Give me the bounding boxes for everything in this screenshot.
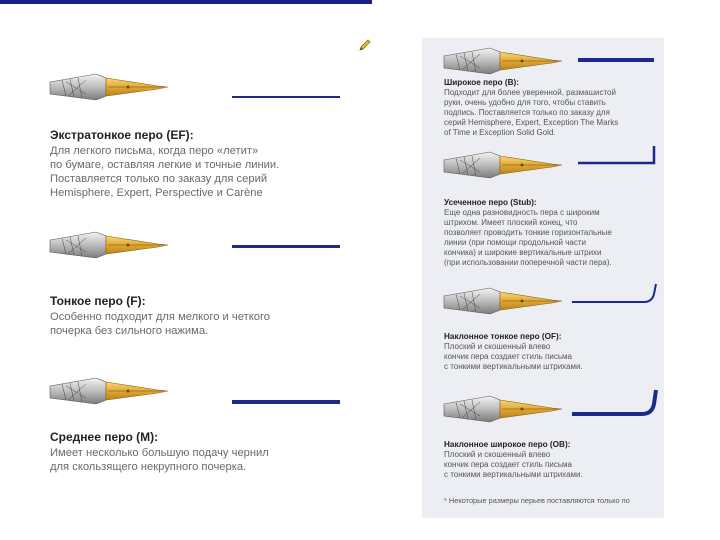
pen-nib-m-image	[48, 374, 172, 410]
nib-description-of	[444, 342, 676, 372]
stroke-sample-f	[232, 245, 340, 248]
nib-description-ef	[50, 144, 340, 200]
footnote: * Некоторые размеры перьев поставляются только по	[444, 496, 630, 505]
nib-description-b	[444, 88, 676, 138]
desc-line: кончик пера создает стиль письма	[444, 352, 572, 361]
stroke-sample-m	[232, 400, 340, 404]
desc-line: Еще одна разновидность пера с широким	[444, 208, 600, 217]
nib-description-f	[50, 310, 340, 338]
desc-line: с тонкими вертикальными штрихами.	[444, 470, 583, 479]
stroke-sample-of	[572, 282, 658, 306]
pen-nib-stub-image	[442, 148, 566, 184]
desc-line: Поставляется только по заказу для серий	[50, 173, 268, 185]
nib-title-stub: Усеченное перо (Stub):	[444, 198, 537, 207]
nib-title-m: Среднее перо (M):	[50, 430, 159, 444]
desc-line: по бумаге, оставляя легкие и точные линии.	[50, 159, 280, 171]
desc-line: линии (при помощи продольной части	[444, 238, 586, 247]
desc-line: Плоский и скошенный влево	[444, 450, 551, 459]
desc-line: руки, очень удобно для того, чтобы ставить	[444, 98, 606, 107]
desc-line: Особенно подходит для мелкого и четкого	[50, 311, 271, 323]
pen-nib-ob-image	[442, 392, 566, 428]
desc-line: штрихом. Имеет плоский конец, что	[444, 218, 578, 227]
desc-line: подпись. Поставляется только по заказу для	[444, 108, 610, 117]
nib-description-m	[50, 446, 340, 474]
nib-title-f: Тонкое перо (F):	[50, 294, 146, 308]
stroke-sample-ob	[572, 388, 658, 418]
desc-line: Для легкого письма, когда перо «летит»	[50, 145, 259, 157]
desc-line: с тонкими вертикальными штрихами.	[444, 362, 583, 371]
desc-line: Плоский и скошенный влево	[444, 342, 551, 351]
nib-title-b: Широкое перо (B):	[444, 78, 519, 87]
desc-line: кончик пера создает стиль письма	[444, 460, 572, 469]
desc-line: серий Hemisphere, Expert, Exception The Marks	[444, 118, 619, 127]
right-page	[422, 38, 664, 518]
desc-line: of Time и Exception Solid Gold.	[444, 128, 556, 137]
pen-nib-f-image	[48, 228, 172, 264]
nib-title-of: Наклонное тонкое перо (OF):	[444, 332, 562, 341]
desc-line: кончика) и широкие вертикальные штрихи	[444, 248, 602, 257]
nib-title-ob: Наклонное широкое перо (OB):	[444, 440, 571, 449]
left-page	[0, 4, 372, 540]
desc-line: позволяет проводить тонкие горизонтальные	[444, 228, 612, 237]
desc-line: для скользящего некрупного почерка.	[50, 461, 247, 473]
desc-line: почерка без сильного нажима.	[50, 325, 209, 337]
nib-description-stub	[444, 208, 676, 268]
stroke-sample-b	[578, 58, 654, 62]
stroke-sample-ef	[232, 96, 340, 98]
nib-title-ef: Экстратонкое перо (EF):	[50, 128, 194, 142]
desc-line: Имеет несколько большую подачу чернил	[50, 447, 269, 459]
pen-nib-of-image	[442, 284, 566, 320]
pen-nib-ef-image	[48, 70, 172, 106]
desc-line: Hemisphere, Expert, Perspective и Carène	[50, 187, 263, 199]
stroke-sample-stub	[578, 144, 658, 166]
pencil-icon	[358, 38, 372, 52]
desc-line: Подходит для более уверенной, размашистой	[444, 88, 616, 97]
nib-description-ob	[444, 450, 676, 480]
pen-nib-b-image	[442, 44, 566, 80]
desc-line: (при использовании поперечной части пера).	[444, 258, 612, 267]
